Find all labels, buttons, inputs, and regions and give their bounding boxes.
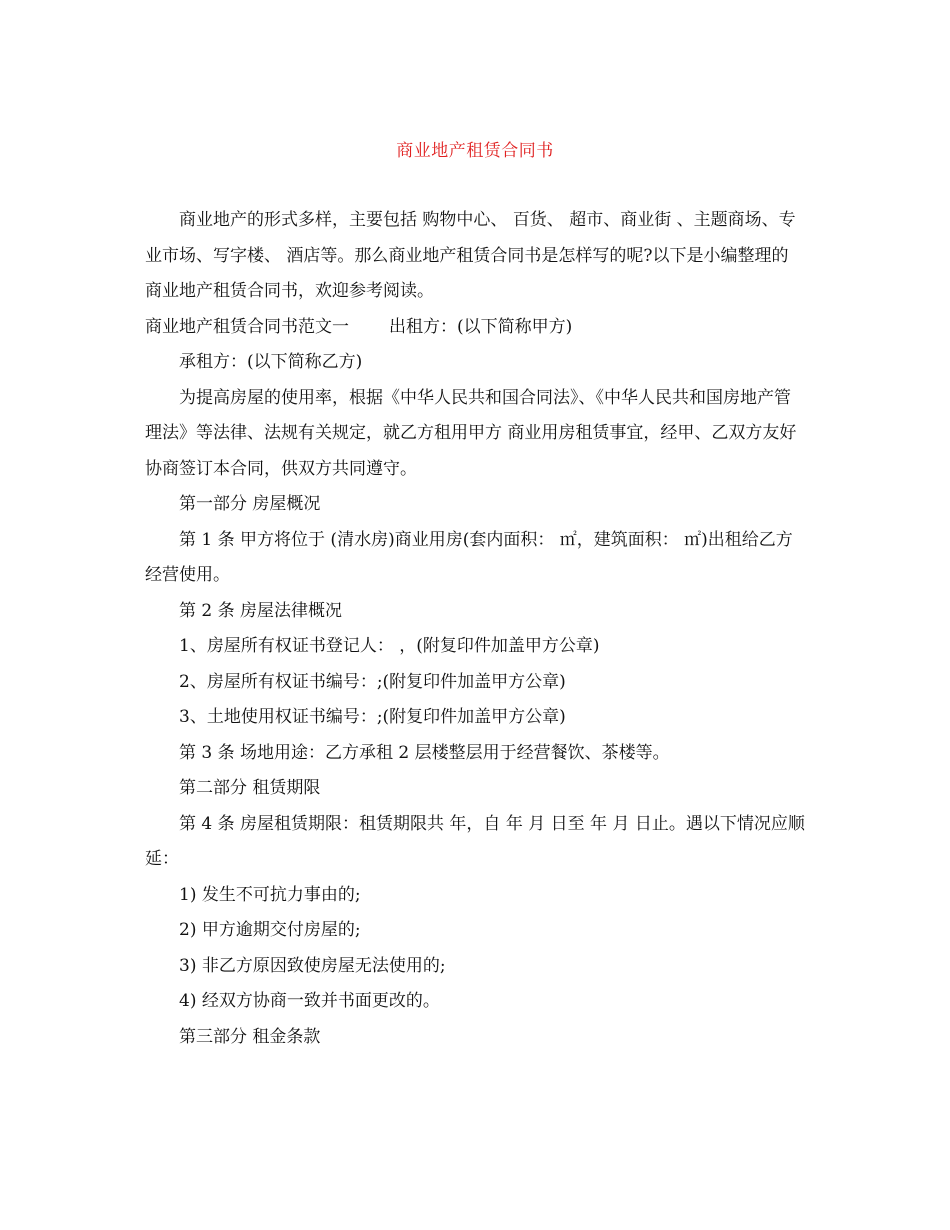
article-4-item-2: 2) 甲方逾期交付房屋的; [179,920,361,940]
lessee-label: 承租方：(以下简称乙方) [179,352,363,372]
article-2-item-2: 2、房屋所有权证书编号：;(附复印件加盖甲方公章) [179,671,566,692]
article-4-item-1: 1) 发生不可抗力事由的; [179,884,361,905]
document-body [145,203,805,1055]
article-2-item-3: 3、土地使用权证书编号：;(附复印件加盖甲方公章) [179,707,566,727]
article-1: 第 1 条 甲方将位于 (清水房)商业用房(套内面积： ㎡，建筑面积： ㎡)出租给乙方经营使用。 [145,529,793,585]
article-4-item-3: 3) 非乙方原因致使房屋无法使用的; [179,955,446,976]
part1-heading: 第一部分 房屋概况 [179,494,321,514]
sample-heading: 商业地产租赁合同书范文一 [145,316,349,337]
part3-heading: 第三部分 租金条款 [179,1026,321,1047]
article-3: 第 3 条 场地用途：乙方承租 2 层楼整层用于经营餐饮、茶楼等。 [179,742,670,763]
part2-heading: 第二部分 租赁期限 [179,778,321,798]
article-2-item-1: 1、房屋所有权证书登记人： ，(附复印件加盖甲方公章) [179,636,600,656]
sample-line [145,310,805,346]
preamble-paragraph: 为提高房屋的使用率，根据《中华人民共和国合同法》、《中华人民共和国房地产管理法》等法律、法规有关规定，就乙方租用甲方 商业用房租赁事宜，经甲、乙双方友好协商签订本合同，供双方共同遵守。 [145,387,797,479]
article-4-item-4: 4) 经双方协商一致并书面更改的。 [179,991,440,1011]
intro-paragraph: 商业地产的形式多样，主要包括 购物中心、 百货、 超市、商业街 、主题商场、专业市场、写字楼、 酒店等。那么商业地产租赁合同书是怎样写的呢?以下是小编整理的商业地产租赁合同书，欢迎参考阅读。 [145,210,796,301]
document-title: 商业地产租赁合同书 [396,141,554,161]
article-4: 第 4 条 房屋租赁期限：租赁期限共 年，自 年 月 日至 年 月 日止。遇以下情况应顺延： [145,813,805,869]
lessor-label: 出租方：(以下简称甲方) [389,316,573,337]
article-2: 第 2 条 房屋法律概况 [179,600,343,621]
